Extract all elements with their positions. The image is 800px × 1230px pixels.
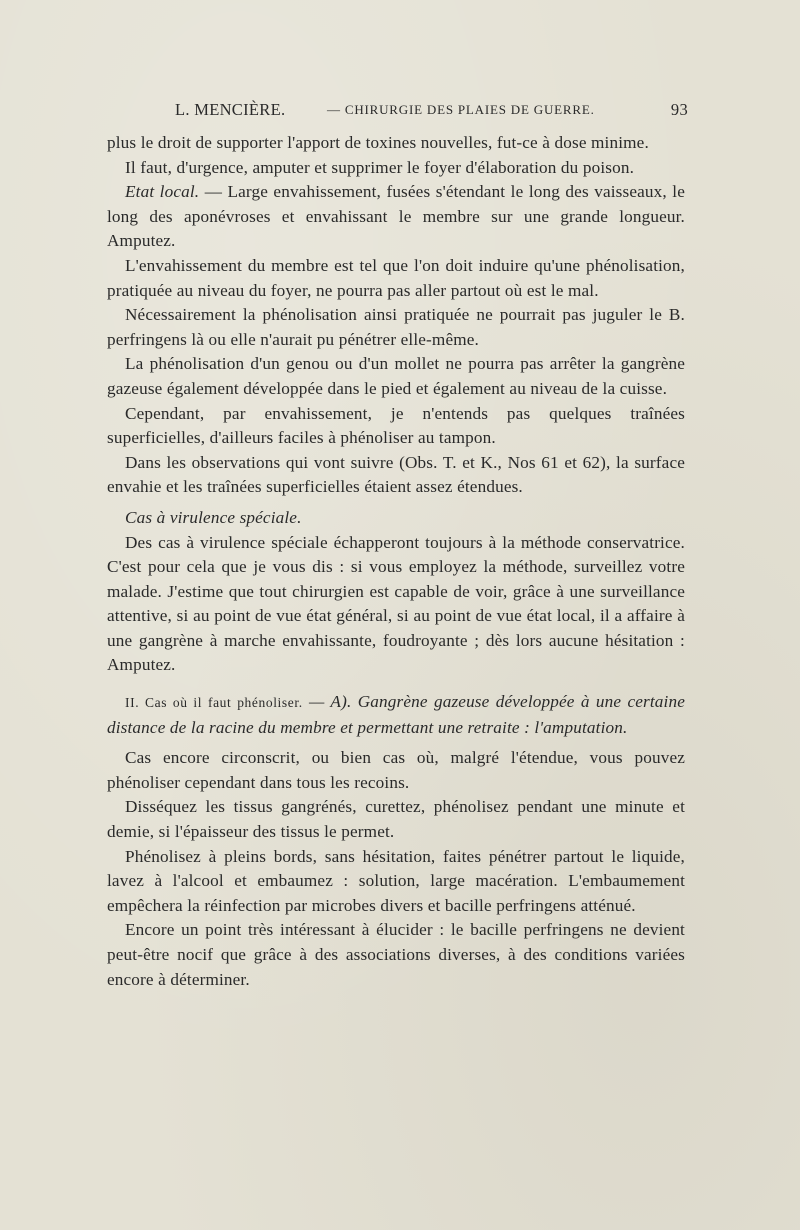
paragraph-10: Des cas à virulence spéciale échapperont toujours à la méthode conservatrice. C'est pour cela que je vous dis : si vous employez la méthode, surveillez votre malade. J'estime que tout chirurgien est capable de voir, grâce à une surveillance attentive, si au point de vue état général, si au point de vue état local, il a affaire à une gangrène à marche envahissante, foudroyante ; dès lors aucune hésitation : Amputez.	[107, 532, 685, 675]
paragraph-2: Il faut, d'urgence, amputer et supprimer le foyer d'élaboration du poison.	[125, 157, 635, 177]
paragraph-13: Disséquez les tissus gangrénés, curettez, phénolisez pendant une minute et demie, si l'épaisseur des tissus le permet.	[107, 797, 685, 842]
section-heading-phenoliser-rest: — A). Gangrène gazeuse développée à une certaine distance de la racine du membre et permettant une retraite : l'amputation.	[107, 692, 685, 737]
section-heading-phenoliser	[107, 690, 685, 740]
section-heading-virulence	[107, 506, 685, 531]
paragraph-1: plus le droit de supporter l'apport de toxines nouvelles, fut-ce à dose minime.	[107, 133, 649, 152]
paragraph-7: Cependant, par envahissement, je n'entends pas quelques traînées superficielles, d'ailleurs faciles à phénoliser au tampon.	[107, 403, 685, 448]
header-author: L. MENCIÈRE.	[175, 100, 286, 119]
section-heading-virulence-text: Cas à virulence spéciale.	[125, 507, 302, 527]
page-body	[107, 131, 685, 992]
header-running-title	[327, 102, 595, 118]
header-title-text: CHIRURGIE DES PLAIES DE GUERRE.	[344, 102, 595, 117]
paragraph-5: Nécessairement la phénolisation ainsi pratiquée ne pourrait pas juguler le B. perfringens là ou elle n'aurait pu pénétrer elle-même.	[107, 305, 685, 349]
header-dash: —	[327, 102, 345, 117]
paragraph-3	[107, 180, 685, 254]
paragraph-14: Phénolisez à pleins bords, sans hésitation, faites pénétrer partout le liquide, lavez à l'alcool et embaumez : solution, large macération. L'embaumement empêchera la réinfection par microbes divers et bacille perfringens atténué.	[107, 846, 685, 915]
page-number: 93	[670, 100, 688, 119]
paragraph-4: L'envahissement du membre est tel que l'on doit induire qu'une phénolisation, pratiquée au niveau du foyer, ne pourra pas aller partout où est le mal.	[107, 255, 685, 300]
paragraph-12: Cas encore circonscrit, ou bien cas où, malgré l'étendue, vous pouvez phénoliser cependant dans tous les recoins.	[107, 748, 685, 792]
section-heading-phenoliser-lead: II. Cas où il faut phénoliser.	[125, 695, 303, 711]
paragraph-3-rest: — Large envahissement, fusées s'étendant le long des vaisseaux, le long des aponévroses et envahissant le membre sur une grande longueur. Amputez.	[107, 182, 685, 251]
paragraph-15: Encore un point très intéressant à élucider : le bacille perfringens ne devient peut-être nocif que grâce à des associations diverses, à des conditions variées encore à déterminer.	[107, 920, 685, 989]
paragraph-3-lead: Etat local.	[125, 182, 200, 202]
running-header	[175, 100, 688, 124]
paragraph-6: La phénolisation d'un genou ou d'un mollet ne pourra pas arrêter la gangrène gazeuse également développée dans le pied et également au niveau de la cuisse.	[107, 354, 685, 398]
paragraph-8: Dans les observations qui vont suivre (Obs. T. et K., Nos 61 et 62), la surface envahie et les traînées superficielles étaient assez étendues.	[107, 452, 685, 497]
